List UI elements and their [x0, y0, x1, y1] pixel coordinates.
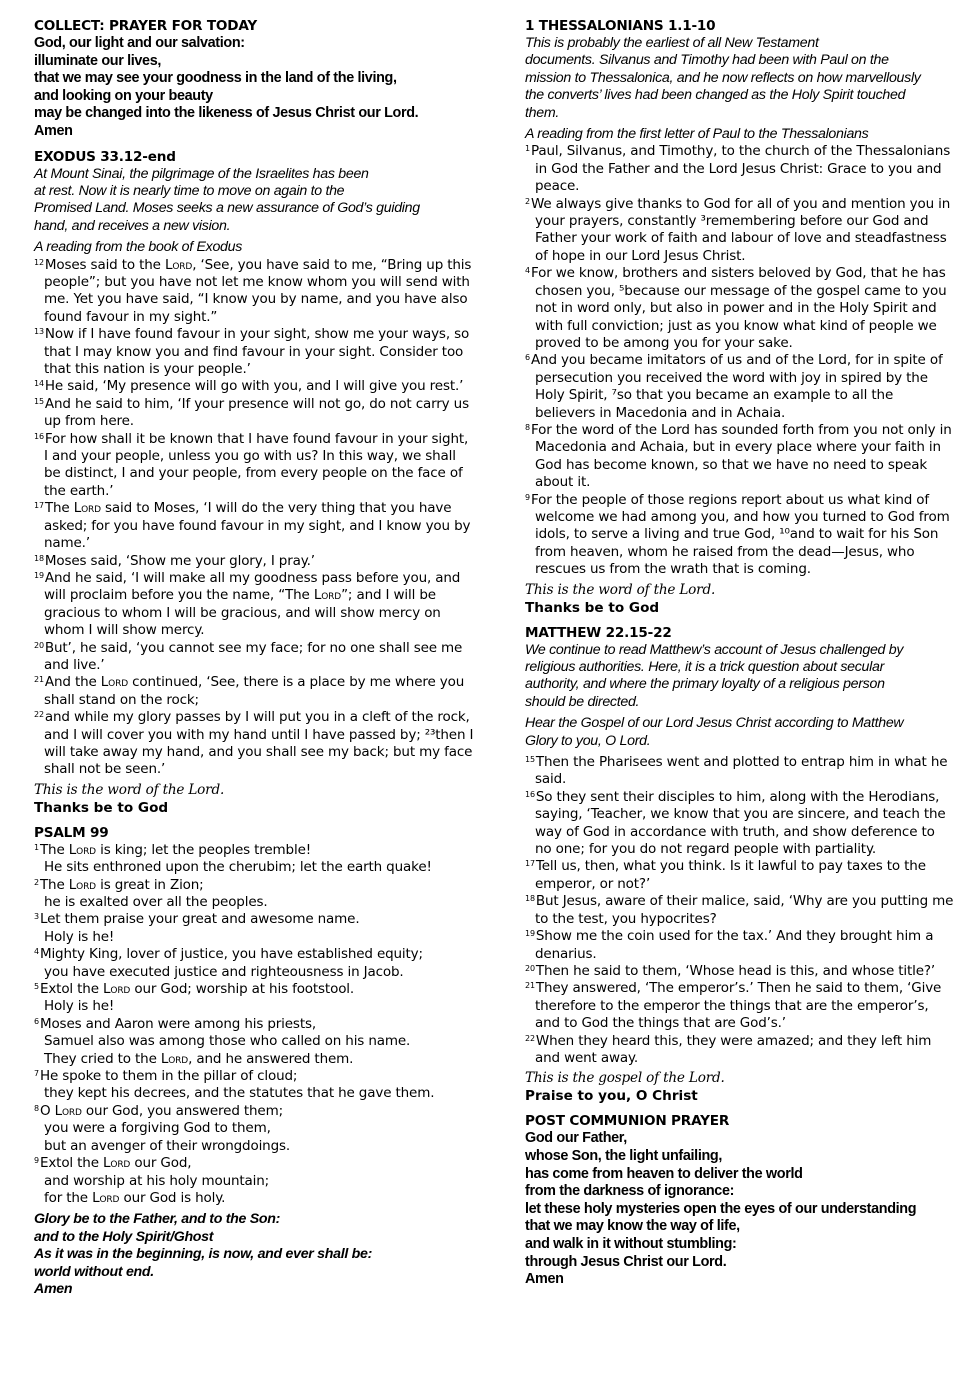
verse-line: Samuel also was among those who called on his name.: [44, 1033, 411, 1050]
prayer-line: whose Son, the light unfailing,: [525, 1147, 723, 1164]
psalm-verses: [34, 842, 474, 1208]
psalm-verse: [34, 1016, 474, 1068]
intro-line: religious authorities. Here, it is a trick question about secular: [525, 659, 885, 675]
psalm-verse: [34, 1103, 474, 1155]
verse: [525, 1033, 955, 1068]
reading-acclamation: Thanks be to God: [525, 599, 660, 616]
verse-number: 20: [34, 640, 44, 650]
verse-number: 1: [34, 842, 39, 852]
exodus-announcement: A reading from the book of Exodus: [34, 239, 243, 256]
intro-line: hand, and receives a new vision.: [34, 217, 231, 234]
verse-number: 16: [525, 789, 535, 799]
exodus-intro: [34, 166, 474, 236]
verse: [34, 431, 474, 501]
prayer-line: illuminate our lives,: [34, 52, 162, 69]
prayer-line: may be changed into the likeness of Jesus Christ our Lord.: [34, 105, 419, 122]
verse-text: For the people of those regions report about us what kind of welcome we had among you, and how you turned to God from idols, to serve a living and true God, ¹⁰and to wait for his Son from heaven, whom he raised from the dead—Jesus, who rescues us from the wrath that is coming.: [530, 491, 950, 578]
prayer-line: and looking on your beauty: [34, 87, 213, 104]
prayer-line: that we may know the way of life,: [525, 1218, 740, 1235]
verse-text: We always give thanks to God for all of you and mention you in your prayers, constantly ³remembering before our God and Father your work of faith and labour of love and steadfastness of hope in our Lord Jesus Christ.: [530, 195, 951, 264]
verse-line: Let them praise your great and awesome name.: [39, 911, 360, 928]
verse-text: And you became imitators of us and of the Lord, for in spite of persecution you received the word with joy in spired by the Holy Spirit, ⁷so that you became an example to all the believers in Macedonia and in Achaia.: [530, 352, 943, 421]
right-column: [525, 18, 955, 1289]
verse-number: 18: [525, 894, 535, 904]
prayer-line: through Jesus Christ our Lord.: [525, 1253, 727, 1270]
verse: [525, 858, 955, 893]
psalm-verse: [34, 946, 474, 981]
verse: [34, 640, 474, 675]
verse: [525, 143, 955, 195]
intro-line: authority, and where the primary loyalty of a religious person: [525, 676, 885, 693]
verse-line: O Lord our God, you answered them;: [39, 1102, 283, 1119]
verse: [34, 257, 474, 327]
verse-text: They answered, ‘The emperor’s.’ Then he said to them, ‘Give therefore to the emperor the things that are the emperor’s, and to God the things that are God’s.’: [535, 980, 942, 1032]
gospel-response: This is the gospel of the Lord.: [525, 1070, 725, 1087]
psalm-verse: [34, 981, 474, 1016]
verse: [34, 570, 474, 640]
verse-line: they kept his decrees, and the statutes that he gave them.: [44, 1085, 435, 1102]
verse-number: 16: [34, 431, 44, 441]
intro-line: mission to Thessalonica, and he now reflects on how marvellously: [525, 69, 921, 86]
intro-line: should be directed.: [525, 693, 640, 710]
verse-line: He sits enthroned upon the cherubim; let the earth quake!: [44, 859, 432, 876]
verse-number: 20: [525, 963, 535, 973]
verse-line: Extol the Lord our God,: [39, 1155, 192, 1172]
verse: [525, 352, 955, 422]
verse: [34, 500, 474, 552]
verse-line: They cried to the Lord, and he answered them.: [44, 1050, 354, 1067]
collect-prayer: [34, 35, 474, 141]
verse: [525, 422, 955, 492]
post-communion-heading: POST COMMUNION PRAYER: [525, 1113, 730, 1130]
prayer-amen: Amen: [34, 122, 73, 139]
gloria-amen: Amen: [34, 1280, 73, 1297]
verse-text: And he said, ‘I will make all my goodness pass before you, and will proclaim before you the name, “The Lord”; and I will be gracious to whom I will be gracious, and will show mercy on whom I will show mercy.: [44, 569, 461, 639]
verse-number: 12: [34, 257, 44, 267]
verse-text: But Jesus, aware of their malice, said, ‘Why are you putting me to the test, you hypocrites?: [535, 893, 954, 927]
matthew-heading: MATTHEW 22.15-22: [525, 624, 672, 641]
verse-number: 21: [525, 981, 535, 991]
verse: [34, 396, 474, 431]
verse-text: For the word of the Lord has sounded forth from you not only in Macedonia and Achaia, but in every place where your faith in God has become known, so that we have no need to speak about it.: [530, 421, 952, 491]
verse-text: For we know, brothers and sisters beloved by God, that he has chosen you, ⁵because our message of the gospel came to you not in word only, but also in power and in the Holy Spirit and with full conviction; just as you know what kind of people we proved to be among you for your sake.: [530, 265, 947, 351]
prayer-line: has come from heaven to deliver the world: [525, 1165, 803, 1182]
verse-line: Extol the Lord our God; worship at his footstool.: [39, 981, 355, 998]
prayer-line: God, our light and our salvation:: [34, 35, 245, 51]
psalm-verse: [34, 877, 474, 912]
matthew-verses: [525, 754, 955, 1067]
intro-line: Promised Land. Moses seeks a new assurance of God’s guiding: [34, 200, 420, 217]
prayer-line: God our Father,: [525, 1130, 627, 1147]
verse-line: He spoke to them in the pillar of cloud;: [39, 1068, 298, 1085]
verse-line: you have executed justice and righteousness in Jacob.: [44, 963, 404, 980]
reading-response: This is the word of the Lord.: [34, 781, 225, 798]
verse-line: The Lord is king; let the peoples tremble!: [39, 841, 311, 858]
verse-line: Holy is he!: [44, 928, 115, 945]
verse: [525, 492, 955, 579]
intro-line: documents. Silvanus and Timothy had been with Paul on the: [525, 52, 889, 69]
verse-number: 2: [525, 196, 530, 206]
verse-number: 19: [525, 929, 535, 939]
verse-number: 22: [34, 710, 44, 720]
verse: [525, 265, 955, 352]
verse-number: 6: [34, 1016, 39, 1026]
verse-text: Moses said, ‘Show me your glory, I pray.’: [44, 552, 315, 569]
thessalonians-intro: [525, 35, 955, 122]
verse-text: Tell us, then, what you think. Is it lawful to pay taxes to the emperor, or not?’: [535, 858, 926, 892]
verse-number: 8: [34, 1103, 39, 1113]
verse-line: The Lord is great in Zion;: [39, 876, 204, 893]
post-communion-prayer: [525, 1130, 955, 1288]
verse: [34, 553, 474, 570]
psalm-verse: [34, 1155, 474, 1207]
intro-line: at rest. Now it is nearly time to move on again to the: [34, 182, 345, 199]
verse-number: 18: [34, 553, 44, 563]
verse: [34, 709, 474, 779]
verse-number: 15: [525, 755, 535, 765]
psalm-verse: [34, 911, 474, 946]
verse: [525, 963, 955, 980]
prayer-line: that we may see your goodness in the land of the living,: [34, 70, 397, 87]
verse-number: 14: [34, 379, 44, 389]
verse-text: For how shall it be known that I have found favour in your sight, I and your people, unless you go with us? In this way, we shall be distinct, I and your people, from every people on the face of the earth.’: [44, 430, 469, 499]
verse-text: And he said to him, ‘If your presence will not go, do not carry us up from here.: [44, 395, 469, 430]
reading-response: This is the word of the Lord.: [525, 581, 716, 598]
verse: [525, 789, 955, 859]
verse-number: 3: [34, 912, 39, 922]
exodus-verses: [34, 257, 474, 779]
verse-line: for the Lord our God is holy.: [44, 1189, 226, 1206]
verse-number: 1: [525, 144, 530, 154]
verse-line: but an avenger of their wrongdoings.: [44, 1137, 291, 1154]
gloria-line: world without end.: [34, 1263, 154, 1280]
verse-number: 6: [525, 353, 530, 363]
intro-line: We continue to read Matthew’s account of Jesus challenged by: [525, 641, 904, 658]
prayer-amen: Amen: [525, 1271, 564, 1288]
verse-line: and worship at his holy mountain;: [44, 1172, 270, 1189]
gospel-acclamation: Glory to you, O Lord.: [525, 732, 651, 749]
verse: [34, 326, 474, 378]
verse-text: So they sent their disciples to him, along with the Herodians, saying, ‘Teacher, we know that you are sincere, and teach the way of God in accordance with truth, and show deference to no one; for you do not regard people with partiality.: [535, 788, 946, 858]
verse-number: 9: [34, 1156, 39, 1166]
verse-line: he is exalted over all the peoples.: [44, 894, 268, 910]
verse-line: Moses and Aaron were among his priests,: [39, 1015, 316, 1032]
verse-text: Then the Pharisees went and plotted to entrap him in what he said.: [535, 754, 948, 788]
intro-line: them.: [525, 104, 559, 121]
verse-number: 15: [34, 396, 44, 406]
verse-number: 2: [34, 877, 39, 887]
verse-number: 5: [34, 982, 39, 992]
exodus-heading: EXODUS 33.12-end: [34, 148, 176, 165]
gospel-acclamation-response: Praise to you, O Christ: [525, 1088, 698, 1105]
verse-text: Moses said to the Lord, ‘See, you have said to me, “Bring up this people”; but you have not let me know whom you will send with me. Yet you have said, “I know you by name, and you have also found favour in my sight.”: [44, 256, 472, 325]
thessalonians-verses: [525, 143, 955, 578]
intro-line: At Mount Sinai, the pilgrimage of the Israelites has been: [34, 165, 369, 182]
collect-heading: COLLECT: PRAYER FOR TODAY: [34, 18, 258, 34]
verse: [34, 378, 474, 395]
verse-text: He said, ‘My presence will go with you, and I will give you rest.’: [44, 378, 464, 395]
verse-text: The Lord said to Moses, ‘I will do the very thing that you have asked; for you have found favour in my sight, and I know you by name.’: [44, 500, 471, 552]
verse: [525, 928, 955, 963]
verse: [34, 674, 474, 709]
verse-number: 13: [34, 327, 44, 337]
verse-number: 7: [34, 1069, 39, 1079]
verse-text: Show me the coin used for the tax.’ And they brought him a denarius.: [535, 928, 934, 962]
verse-text: When they heard this, they were amazed; and they left him and went away.: [535, 1032, 932, 1066]
verse: [525, 893, 955, 928]
verse-text: Now if I have found favour in your sight, show me your ways, so that I may know you and find favour in your sight. Consider too that this nation is your people.’: [44, 326, 470, 378]
verse-text: and while my glory passes by I will put you in a cleft of the rock, and I will cover you with my hand until I have passed by; ²³then I will take away my hand, and you shall see my back; but my face shall not be seen.’: [44, 709, 474, 778]
psalm-verse: [34, 1068, 474, 1103]
prayer-line: and walk in it without stumbling:: [525, 1235, 737, 1252]
gloria-line: and to the Holy Spirit/Ghost: [34, 1228, 214, 1245]
verse-number: 9: [525, 492, 530, 502]
verse-text: Then he said to them, ‘Whose head is this, and whose title?’: [535, 962, 936, 979]
verse: [525, 980, 955, 1032]
verse-number: 17: [525, 859, 535, 869]
prayer-line: from the darkness of ignorance:: [525, 1183, 735, 1200]
gloria: [34, 1211, 474, 1298]
psalm-heading: PSALM 99: [34, 824, 109, 841]
verse-number: 22: [525, 1033, 535, 1043]
verse-number: 17: [34, 501, 44, 511]
verse-number: 4: [34, 947, 39, 957]
verse-number: 19: [34, 570, 44, 580]
psalm-verse: [34, 842, 474, 877]
verse-text: And the Lord continued, ‘See, there is a place by me where you shall stand on the rock;: [44, 674, 465, 708]
thessalonians-heading: 1 THESSALONIANS 1.1-10: [525, 18, 716, 34]
verse-number: 4: [525, 266, 530, 276]
verse-text: But’, he said, ‘you cannot see my face; for no one shall see me and live.’: [44, 639, 463, 673]
intro-line: This is probably the earliest of all New Testament: [525, 35, 819, 51]
left-column: [34, 18, 474, 1298]
verse-line: you were a forgiving God to them,: [44, 1120, 271, 1137]
reading-acclamation: Thanks be to God: [34, 799, 169, 816]
intro-line: the converts’ lives had been changed as the Holy Spirit touched: [525, 87, 906, 104]
verse: [525, 754, 955, 789]
gloria-line: As it was in the beginning, is now, and ever shall be:: [34, 1246, 373, 1263]
prayer-line: let these holy mysteries open the eyes of our understanding: [525, 1200, 917, 1217]
verse-line: Holy is he!: [44, 998, 115, 1015]
gloria-line: Glory be to the Father, and to the Son:: [34, 1211, 281, 1228]
gospel-announcement: Hear the Gospel of our Lord Jesus Christ according to Matthew: [525, 715, 904, 732]
verse-text: Paul, Silvanus, and Timothy, to the church of the Thessalonians in God the Father and the Lord Jesus Christ: Grace to you and peace.: [530, 143, 951, 195]
verse-number: 8: [525, 422, 530, 432]
matthew-intro: [525, 642, 955, 712]
thessalonians-announcement: A reading from the first letter of Paul to the Thessalonians: [525, 126, 869, 143]
verse: [525, 196, 955, 266]
verse-number: 21: [34, 675, 44, 685]
verse-line: Mighty King, lover of justice, you have established equity;: [39, 946, 423, 963]
